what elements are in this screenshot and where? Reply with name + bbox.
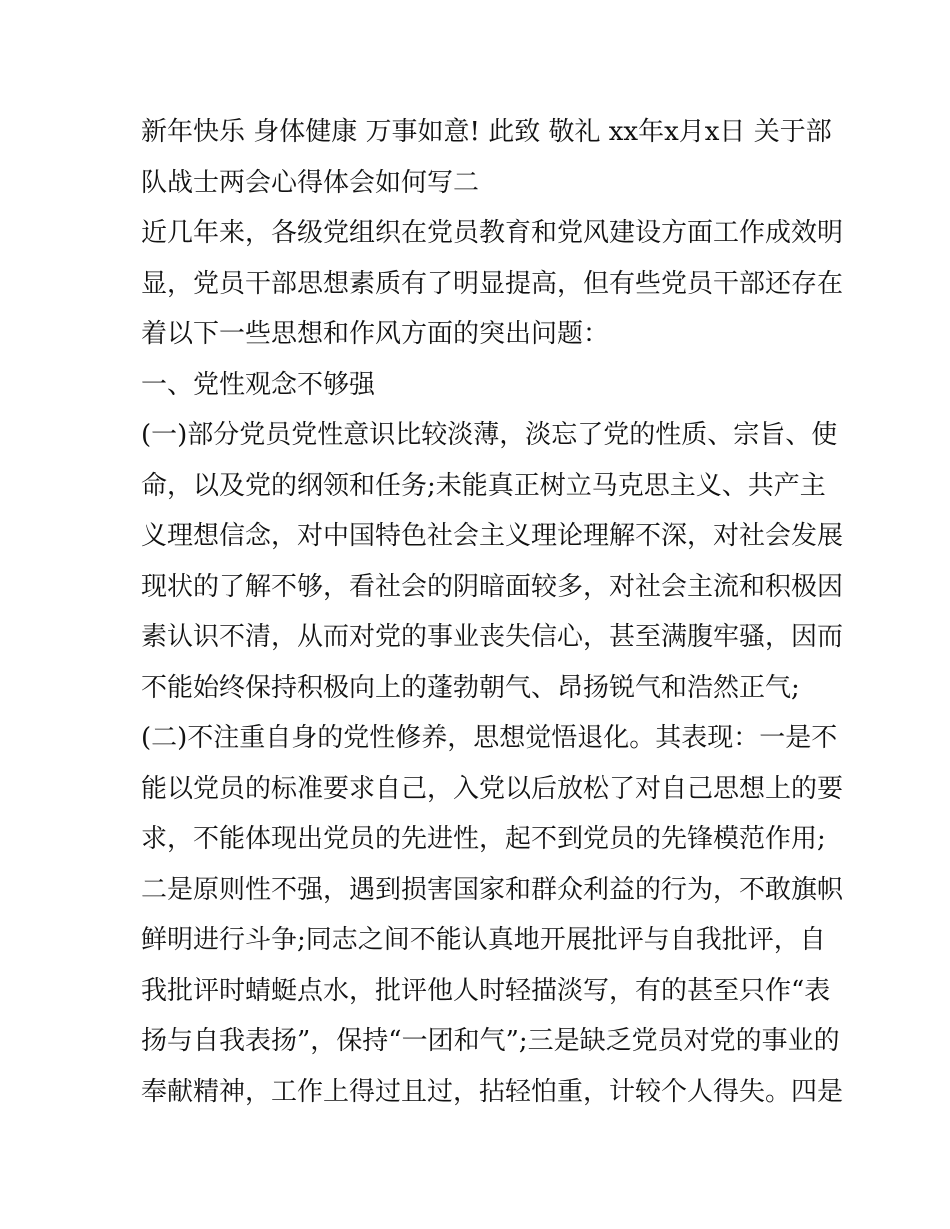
- text-line: 能以党员的标准要求自己，入党以后放松了对自己思想上的要: [141, 773, 844, 804]
- text-line: (二)不注重自身的党性修养，思想觉悟退化。其表现：一是不: [141, 723, 838, 753]
- text-line: 求，不能体现出党员的先进性，起不到党员的先锋模范作用;: [141, 824, 826, 854]
- text-line: 显，党员干部思想素质有了明显提高，但有些党员干部还存在: [141, 268, 844, 299]
- document-body: [141, 107, 844, 1117]
- text-line: 近几年来，各级党组织在党员教育和党风建设方面工作成效明: [141, 218, 844, 248]
- text-line: 鲜明进行斗争;同志之间不能认真地开展批评与自我批评，自: [141, 925, 826, 955]
- text-line: 队战士两会心得体会如何写二: [141, 167, 480, 198]
- text-line: 不能始终保持积极向上的蓬勃朝气、昂扬锐气和浩然正气;: [141, 672, 800, 703]
- section-heading: 一、党性观念不够强: [141, 369, 376, 400]
- text-line: 命，以及党的纲领和任务;未能真正树立马克思主义、共产主: [141, 470, 826, 501]
- text-line: 二是原则性不强，遇到损害国家和群众利益的行为，不敢旗帜: [141, 874, 844, 905]
- text-line: 扬与自我表扬”，保持“一团和气”;三是缺乏党员对党的事业的: [141, 1026, 840, 1056]
- text-line: 义理想信念，对中国特色社会主义理论理解不深，对社会发展: [141, 521, 844, 551]
- text-line: (一)部分党员党性意识比较淡薄，淡忘了党的性质、宗旨、使: [141, 420, 838, 450]
- text-line: 奉献精神，工作上得过且过，拈轻怕重，计较个人得失。四是: [141, 1076, 844, 1107]
- text-line: 新年快乐 身体健康 万事如意! 此致 敬礼 xx年x月x日 关于部: [141, 117, 832, 147]
- text-line: 现状的了解不够，看社会的阴暗面较多，对社会主流和积极因: [141, 571, 844, 602]
- text-line: 我批评时蜻蜓点水，批评他人时轻描淡写，有的甚至只作“表: [141, 975, 831, 1006]
- text-line: 着以下一些思想和作风方面的突出问题：: [141, 319, 610, 349]
- text-line: 素认识不清，从而对党的事业丧失信心，甚至满腹牢骚，因而: [141, 622, 844, 652]
